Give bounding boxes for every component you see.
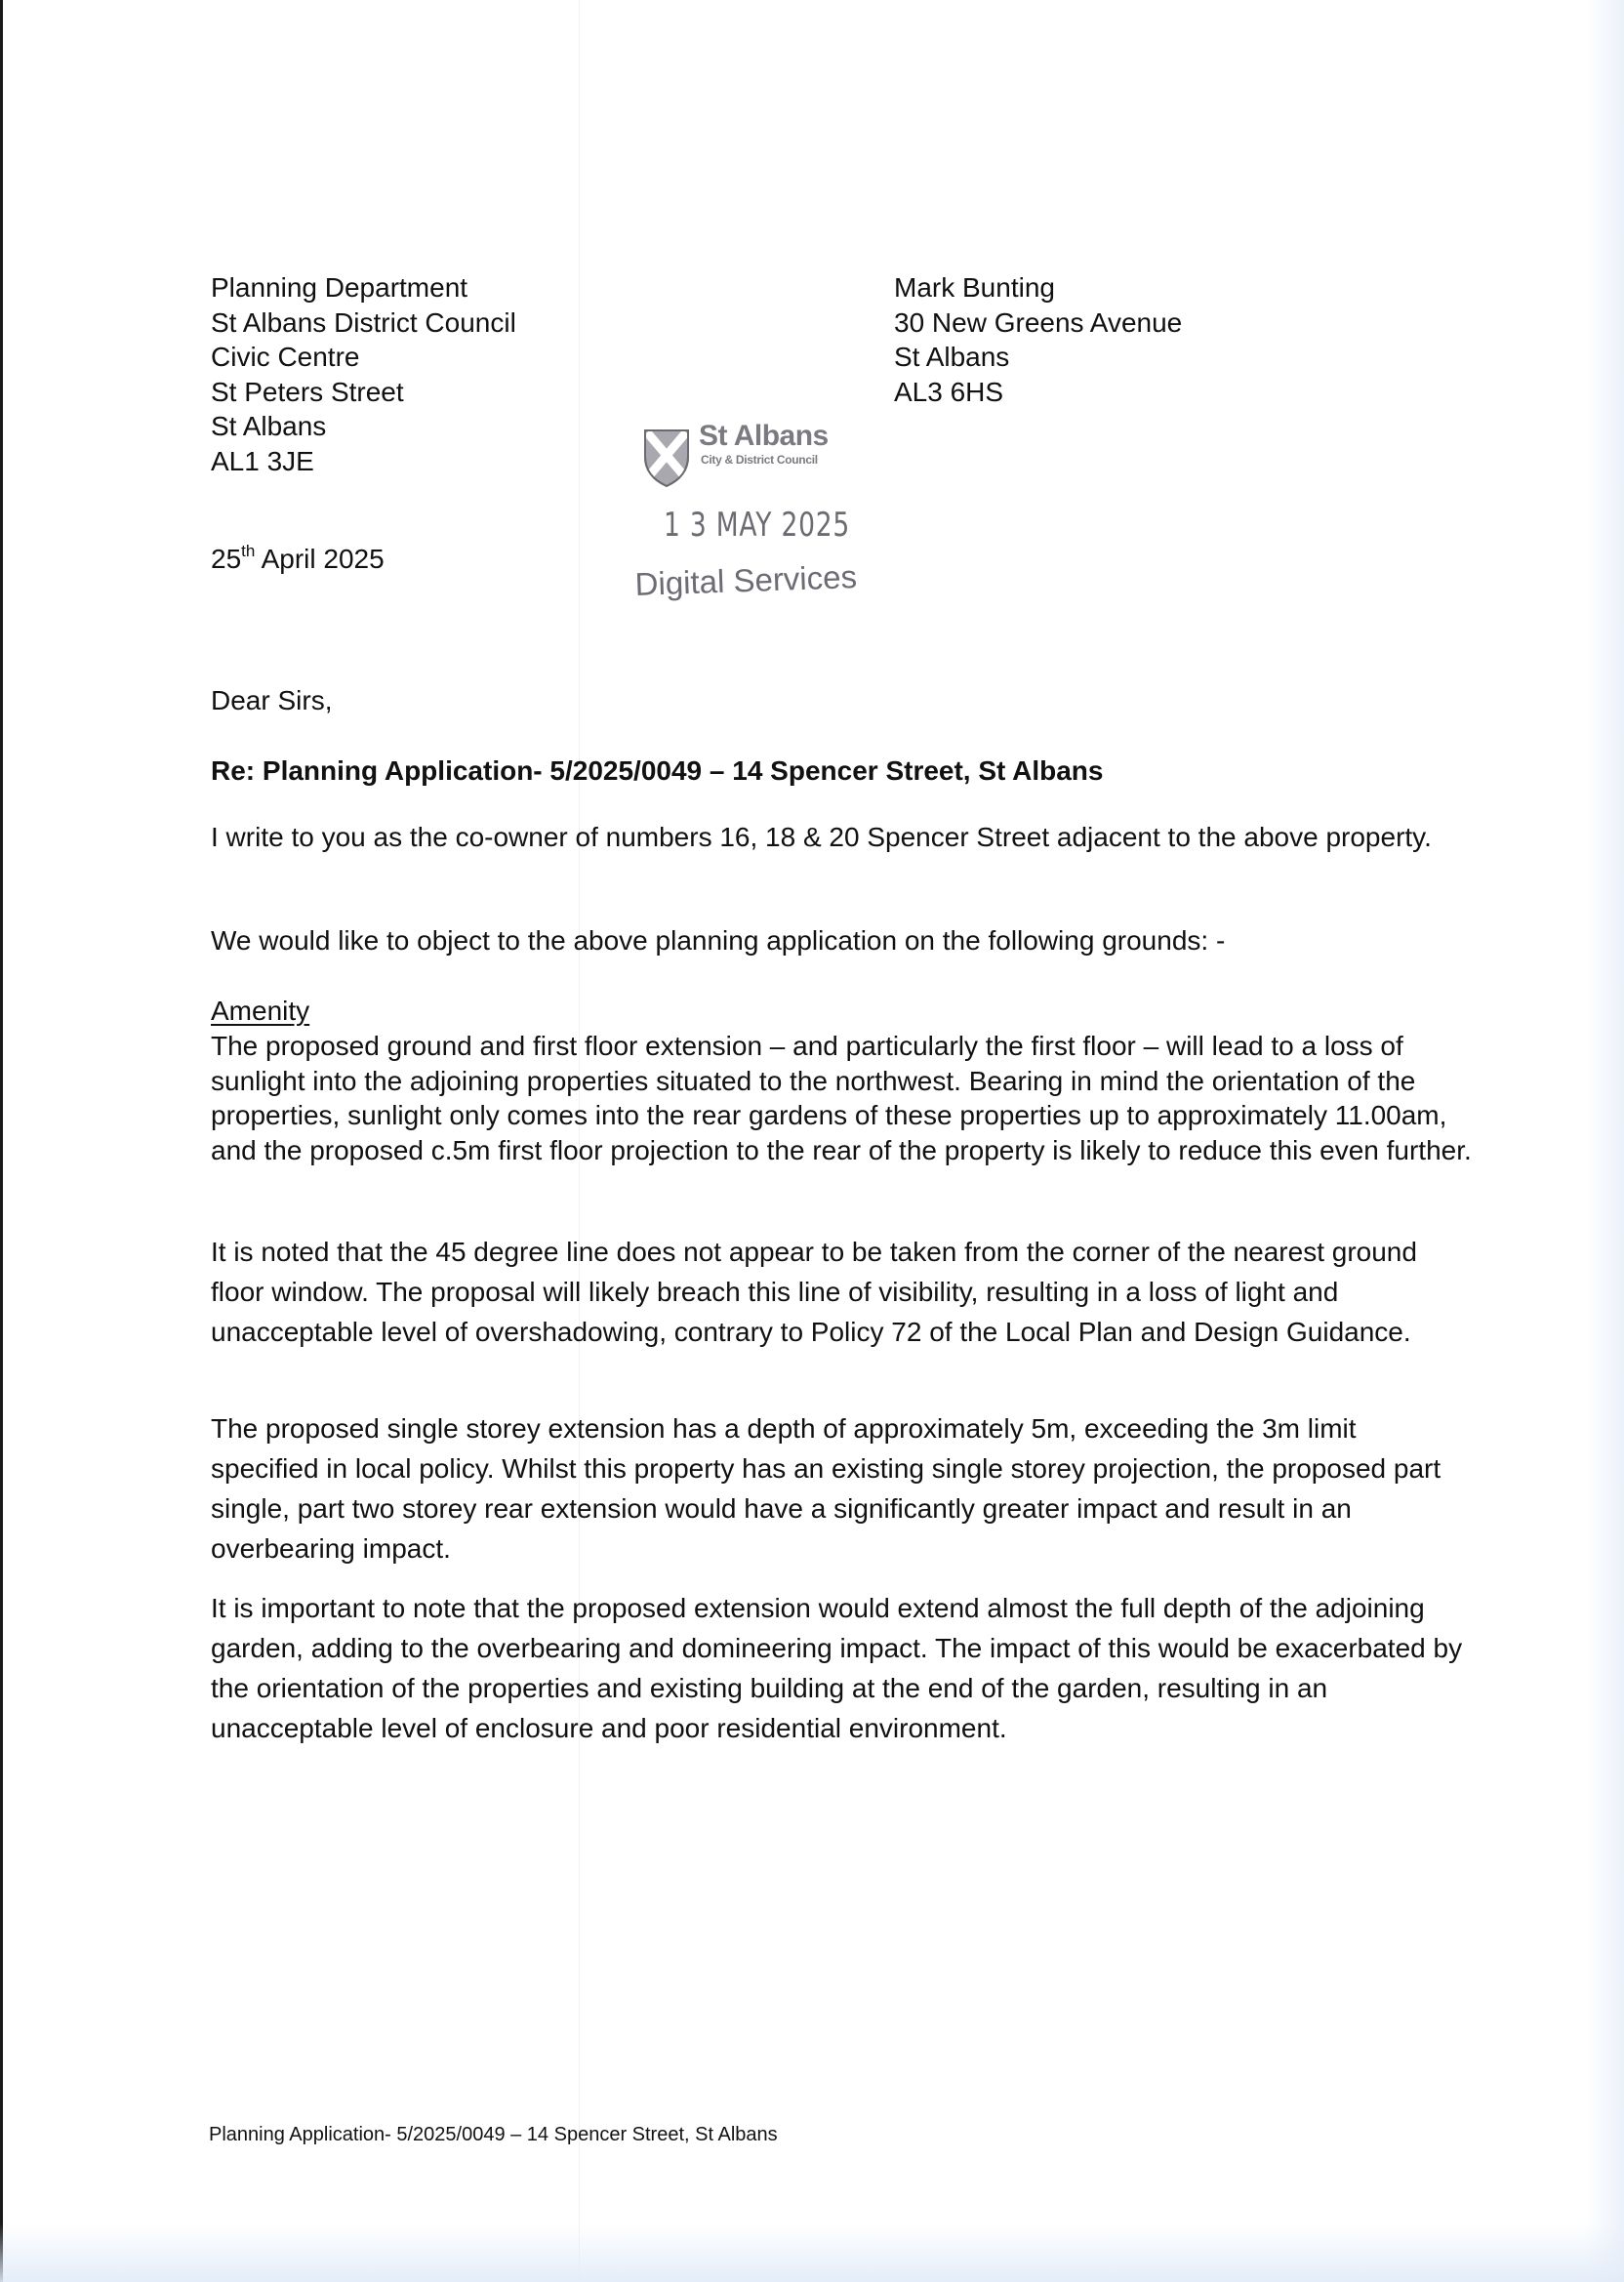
date-suffix: th: [241, 542, 256, 560]
letter-date: [211, 544, 385, 575]
salutation: Dear Sirs,: [211, 685, 333, 715]
intro-paragraph: I write to you as the co-owner of numbers 16, 18 & 20 Spencer Street adjacent to the above property.: [211, 822, 1432, 852]
shield-crest-icon: [642, 428, 691, 488]
recipient-line: St Albans: [211, 411, 327, 441]
sender-line: St Albans: [894, 342, 1010, 372]
scan-tint: [0, 2223, 1624, 2282]
recipient-line: AL1 3JE: [211, 445, 314, 476]
subject-line: Re: Planning Application- 5/2025/0049 – 14 Spencer Street, St Albans: [211, 755, 1104, 786]
section-heading-amenity: Amenity: [211, 996, 310, 1026]
body-paragraph: The proposed ground and first floor extension – and particularly the first floor – will lead to a loss of sunlight into the adjoining properties situated to the northwest. Bearing in mind the orientation of the properties, sunlight only comes into the rear gardens of these properties up to approximately 11.00am, and the proposed c.5m first floor projection to the rear of the property is likely to reduce this even further.: [211, 1031, 1472, 1166]
body-paragraph: The proposed single storey extension has a depth of approximately 5m, exceeding the 3m limit specified in local policy. Whilst this property has an existing single storey projection, the proposed part single, part two storey rear extension would have a significantly greater impact and result in an overbearing impact.: [211, 1413, 1441, 1564]
stamp-department: Digital Services: [634, 558, 858, 602]
recipient-line: St Albans District Council: [211, 306, 516, 338]
scan-tint: [1585, 0, 1624, 2282]
footer-reference: Planning Application- 5/2025/0049 – 14 Spencer Street, St Albans: [209, 2124, 778, 2145]
recipient-address: [211, 270, 516, 478]
sender-address: [894, 270, 1182, 409]
body-paragraph: It is noted that the 45 degree line does not appear to be taken from the corner of the nearest ground floor window. The proposal will likely breach this line of visibility, resulting in a loss of light and unacceptable level of overshadowing, contrary to Policy 72 of the Local Plan and Design Guidance.: [211, 1237, 1417, 1347]
sender-line: AL3 6HS: [894, 376, 1004, 407]
recipient-line: Civic Centre: [211, 342, 360, 372]
sender-line: Mark Bunting: [894, 272, 1055, 303]
recipient-line: Planning Department: [211, 272, 468, 303]
sender-line: 30 New Greens Avenue: [894, 306, 1183, 338]
date-day: 25: [211, 544, 242, 574]
objection-statement: We would like to object to the above planning application on the following grounds: -: [211, 925, 1226, 956]
body-paragraph: It is important to note that the proposed extension would extend almost the full depth of the adjoining garden, adding to the overbearing and domineering impact. The impact of this would be exacerbated by the orientation of the properties and existing building at the end of the garden, resulting in an unacceptable level of enclosure and poor residential environment.: [211, 1593, 1463, 1743]
received-stamp: [625, 420, 878, 615]
date-month-year: April 2025: [255, 544, 385, 574]
stamp-org-subtitle: City & District Council: [701, 453, 818, 467]
scan-edge: [0, 0, 3, 2282]
stamp-received-date: 1 3 MAY 2025: [664, 506, 851, 545]
stamp-org-name: St Albans: [699, 420, 829, 452]
recipient-line: St Peters Street: [211, 376, 404, 407]
